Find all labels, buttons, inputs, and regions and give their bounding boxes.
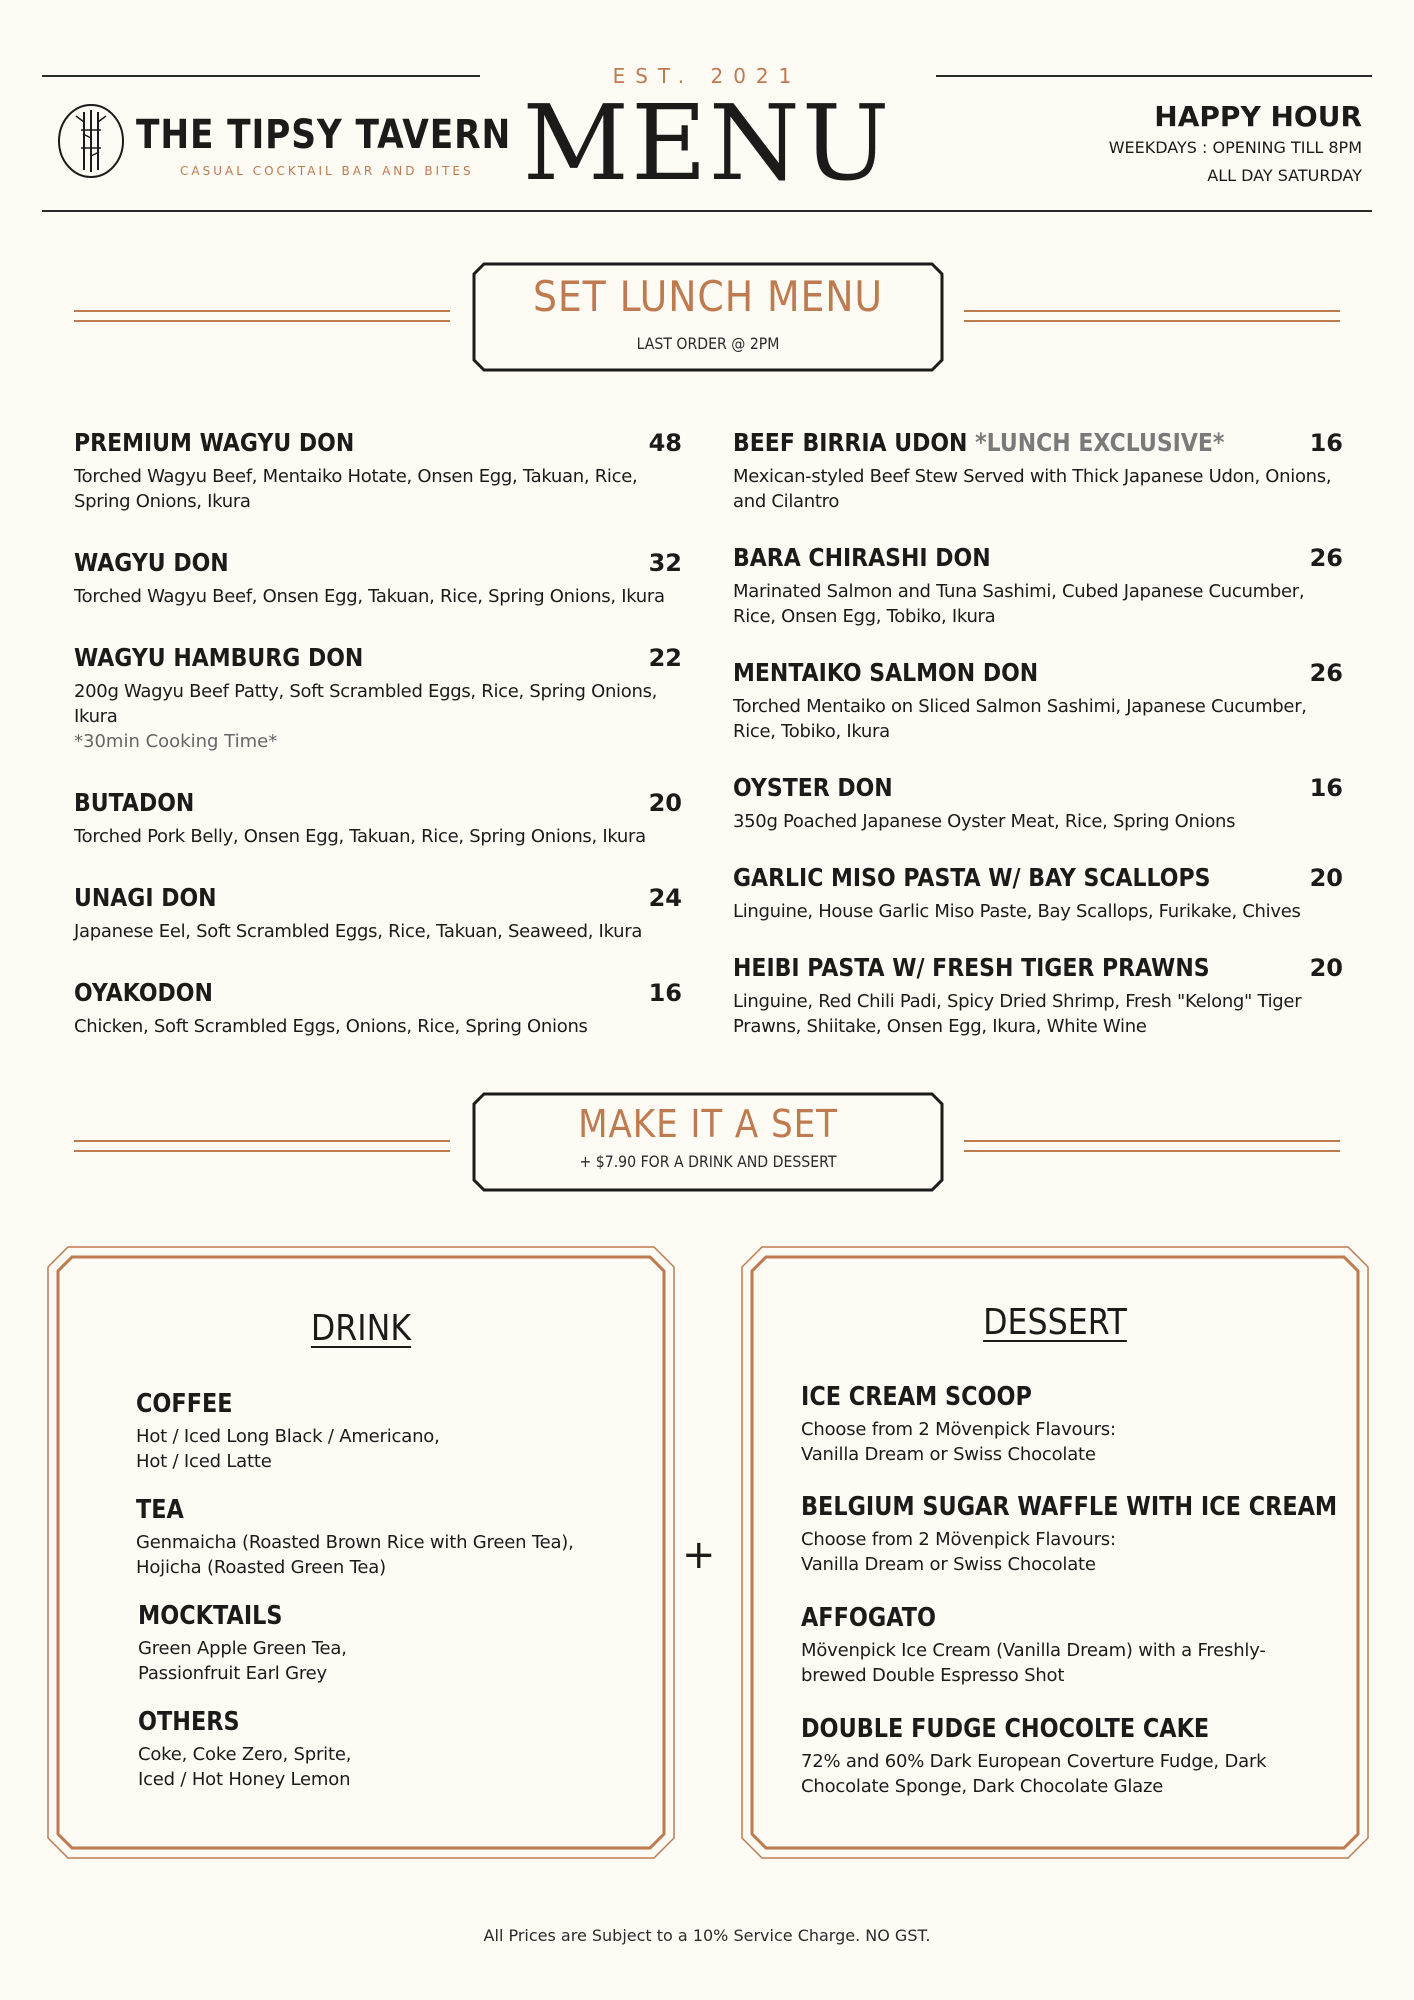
brand-tagline: CASUAL COCKTAIL BAR AND BITES (180, 164, 474, 178)
item-price: 16 (1309, 429, 1343, 457)
drink-name: TEA (136, 1495, 184, 1525)
drink-description (136, 1424, 656, 1474)
drink-item (136, 1388, 656, 1474)
item-description: Torched Pork Belly, Onsen Egg, Takuan, Rice, Spring Onions, Ikura (74, 826, 646, 847)
item-name: HEIBI PASTA W/ FRESH TIGER PRAWNS (733, 953, 1210, 982)
item-price: 20 (1309, 954, 1343, 982)
dessert-description (801, 1638, 1341, 1688)
item-description: 200g Wagyu Beef Patty, Soft Scrambled Eggs, Rice, Spring Onions, Ikura (74, 681, 658, 727)
item-description: Japanese Eel, Soft Scrambled Eggs, Rice, Takuan, Seaweed, Ikura (74, 921, 643, 942)
drink-item (138, 1600, 658, 1686)
item-name: PREMIUM WAGYU DON (74, 428, 355, 457)
set-subtitle: + $7.90 FOR A DRINK AND DESSERT (579, 1152, 837, 1171)
item-description: Marinated Salmon and Tuna Sashimi, Cubed Japanese Cucumber, Rice, Onsen Egg, Tobiko, Ikura (733, 581, 1305, 627)
item-description: 350g Poached Japanese Oyster Meat, Rice, Spring Onions (733, 811, 1236, 832)
dessert-name: ICE CREAM SCOOP (801, 1382, 1032, 1412)
menu-item (733, 658, 1343, 744)
item-name: WAGYU HAMBURG DON (74, 643, 364, 672)
item-name: WAGYU DON (74, 548, 229, 577)
drink-item (136, 1494, 656, 1580)
menu-item (733, 773, 1343, 834)
drink-description (138, 1636, 658, 1686)
dessert-item (801, 1491, 1341, 1577)
menu-item (733, 953, 1343, 1039)
drink-heading: DRINK (310, 1308, 412, 1349)
drink-description (138, 1742, 658, 1792)
item-description: Linguine, Red Chili Padi, Spicy Dried Shrimp, Fresh "Kelong" Tiger Prawns, Shiitake, Onsen Egg, Ikura, White Wine (733, 991, 1302, 1037)
drink-desc-line: Passionfruit Earl Grey (138, 1663, 327, 1684)
item-price: 26 (1309, 544, 1343, 572)
happy-hour-saturday: ALL DAY SATURDAY (1207, 166, 1362, 185)
drink-desc-line: Iced / Hot Honey Lemon (138, 1769, 351, 1790)
footer-note: All Prices are Subject to a 10% Service Charge. NO GST. (483, 1926, 931, 1945)
item-name: GARLIC MISO PASTA W/ BAY SCALLOPS (733, 863, 1211, 892)
item-price: 16 (648, 979, 682, 1007)
drink-desc-line: Coke, Coke Zero, Sprite, (138, 1744, 352, 1765)
menu-item (74, 883, 682, 944)
set-rule-right (964, 1140, 1340, 1152)
item-name: BARA CHIRASHI DON (733, 543, 991, 572)
page-title: MENU (522, 82, 892, 204)
set-title: MAKE IT A SET (578, 1102, 838, 1146)
lunch-subtitle: LAST ORDER @ 2PM (636, 334, 780, 353)
item-name: BEEF BIRRIA UDON (733, 428, 968, 457)
dessert-heading: DESSERT (983, 1302, 1127, 1343)
lunch-exclusive-tag: *LUNCH EXCLUSIVE* (975, 428, 1225, 457)
menu-item (74, 643, 682, 754)
dessert-name: AFFOGATO (801, 1603, 937, 1633)
item-price: 20 (1309, 864, 1343, 892)
item-price: 22 (648, 644, 682, 672)
dessert-name: BELGIUM SUGAR WAFFLE WITH ICE CREAM (801, 1492, 1338, 1522)
item-name: OYAKODON (74, 978, 213, 1007)
dessert-desc-line: Chocolate Sponge, Dark Chocolate Glaze (801, 1776, 1164, 1797)
menu-item (74, 978, 682, 1039)
item-price: 24 (648, 884, 682, 912)
drink-desc-line: Green Apple Green Tea, (138, 1638, 347, 1659)
menu-item (733, 863, 1343, 924)
dessert-desc-line: Vanilla Dream or Swiss Chocolate (801, 1444, 1096, 1465)
lunch-rule-right (964, 310, 1340, 322)
item-description: Torched Mentaiko on Sliced Salmon Sashimi, Japanese Cucumber, Rice, Tobiko, Ikura (733, 696, 1307, 742)
plus-icon: + (682, 1532, 716, 1578)
dessert-name: DOUBLE FUDGE CHOCOLTE CAKE (801, 1714, 1210, 1744)
dessert-item (801, 1602, 1341, 1688)
item-description: Torched Wagyu Beef, Onsen Egg, Takuan, Rice, Spring Onions, Ikura (74, 586, 665, 607)
item-price: 26 (1309, 659, 1343, 687)
dessert-item (801, 1713, 1341, 1799)
item-price: 16 (1309, 774, 1343, 802)
est-year: EST. 2021 (612, 64, 802, 88)
drink-desc-line: Genmaicha (Roasted Brown Rice with Green Tea), (136, 1532, 574, 1553)
dessert-desc-line: Vanilla Dream or Swiss Chocolate (801, 1554, 1096, 1575)
dessert-description (801, 1527, 1341, 1577)
item-name: UNAGI DON (74, 883, 217, 912)
dessert-description (801, 1417, 1341, 1467)
dessert-desc-line: brewed Double Espresso Shot (801, 1665, 1065, 1686)
dessert-item (801, 1381, 1341, 1467)
item-price: 48 (648, 429, 682, 457)
happy-hour-weekdays: WEEKDAYS : OPENING TILL 8PM (1108, 138, 1362, 157)
item-note: *30min Cooking Time* (74, 731, 278, 752)
menu-item (74, 428, 682, 514)
dessert-desc-line: Choose from 2 Mövenpick Flavours: (801, 1419, 1116, 1440)
drink-desc-line: Hot / Iced Long Black / Americano, (136, 1426, 440, 1447)
item-name: MENTAIKO SALMON DON (733, 658, 1039, 687)
item-description: Mexican-styled Beef Stew Served with Thick Japanese Udon, Onions, and Cilantro (733, 466, 1332, 512)
item-name: OYSTER DON (733, 773, 893, 802)
drink-item (138, 1706, 658, 1792)
menu-item (733, 543, 1343, 629)
menu-item (74, 548, 682, 609)
header-bottom-rule (42, 210, 1372, 212)
set-rule-left (74, 1140, 450, 1152)
item-price: 32 (648, 549, 682, 577)
drink-description (136, 1530, 656, 1580)
dessert-desc-line: Choose from 2 Mövenpick Flavours: (801, 1529, 1116, 1550)
dessert-desc-line: Mövenpick Ice Cream (Vanilla Dream) with a Freshly- (801, 1640, 1266, 1661)
item-name: BUTADON (74, 788, 195, 817)
menu-item (74, 788, 682, 849)
dessert-desc-line: 72% and 60% Dark European Coverture Fudge, Dark (801, 1751, 1267, 1772)
drink-name: COFFEE (136, 1389, 233, 1419)
drink-name: OTHERS (138, 1707, 240, 1737)
brand-name: THE TIPSY TAVERN (136, 112, 512, 158)
menu-item (733, 428, 1343, 514)
item-price: 20 (648, 789, 682, 817)
dessert-description (801, 1749, 1341, 1799)
item-description: Linguine, House Garlic Miso Paste, Bay Scallops, Furikake, Chives (733, 901, 1301, 922)
lunch-title: SET LUNCH MENU (533, 272, 883, 321)
item-name-wrap (733, 428, 1224, 458)
happy-hour-title: HAPPY HOUR (1154, 100, 1362, 133)
drink-desc-line: Hojicha (Roasted Green Tea) (136, 1557, 386, 1578)
lunch-rule-left (74, 310, 450, 322)
item-description: Torched Wagyu Beef, Mentaiko Hotate, Onsen Egg, Takuan, Rice, Spring Onions, Ikura (74, 466, 638, 512)
drink-desc-line: Hot / Iced Latte (136, 1451, 272, 1472)
drink-name: MOCKTAILS (138, 1601, 283, 1631)
item-description: Chicken, Soft Scrambled Eggs, Onions, Rice, Spring Onions (74, 1016, 588, 1037)
